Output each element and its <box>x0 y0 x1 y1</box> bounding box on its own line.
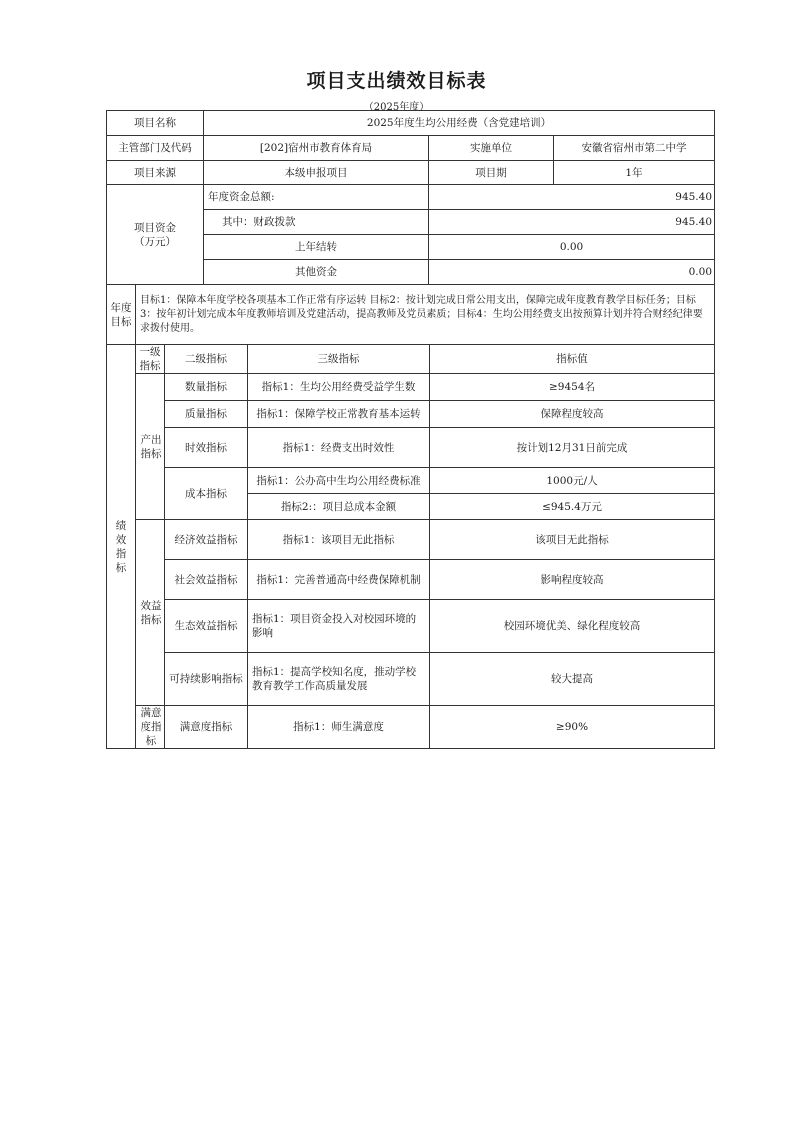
project-info-table <box>106 110 715 285</box>
value-cell: ≥90% <box>430 706 715 749</box>
source-value: 本级申报项目 <box>204 161 429 185</box>
value-cell: 较大提高 <box>430 653 715 706</box>
level2-cell: 经济效益指标 <box>165 520 248 560</box>
group-output-text: 产出指标 <box>140 433 162 460</box>
indicator-table <box>106 344 715 749</box>
funds-carryover-label: 上年结转 <box>204 235 429 260</box>
project-name-label: 项目名称 <box>107 111 204 136</box>
level2-cell: 成本指标 <box>165 468 248 520</box>
group-satisfaction-text: 满意度指标 <box>140 707 162 747</box>
funds-label-line1: 项目资金 <box>134 221 176 234</box>
level2-cell: 满意度指标 <box>165 706 248 749</box>
impl-unit-label: 实施单位 <box>429 136 554 161</box>
funds-label-line2: （万元） <box>134 235 176 248</box>
annual-goal-label-line2: 目标 <box>110 315 132 328</box>
funds-total-label: 年度资金总额: <box>204 185 429 210</box>
dept-label: 主管部门及代码 <box>107 136 204 161</box>
level3-cell: 指标1：保障学校正常教育基本运转 <box>248 401 430 428</box>
funds-fiscal-value: 945.40 <box>429 210 715 235</box>
dept-value: [202]宿州市教育体育局 <box>204 136 429 161</box>
annual-goal-label-line1: 年度 <box>110 301 132 314</box>
source-label: 项目来源 <box>107 161 204 185</box>
value-cell: 按计划12月31日前完成 <box>430 428 715 468</box>
level3-cell: 指标1：项目资金投入对校园环境的影响 <box>248 600 430 653</box>
annual-goal-table <box>106 284 715 345</box>
header-level1: 一级指标 <box>136 345 165 374</box>
level3-cell: 指标1：生均公用经费受益学生数 <box>248 374 430 401</box>
value-cell: 影响程度较高 <box>430 560 715 600</box>
indicator-section-label-text: 绩效指标 <box>115 519 127 574</box>
page-title: 项目支出绩效目标表 <box>306 70 487 92</box>
level2-cell: 质量指标 <box>165 401 248 428</box>
funds-other-label: 其他资金 <box>204 260 429 285</box>
value-cell: 1000元/人 <box>430 468 715 494</box>
level3-cell: 指标1：提高学校知名度，推动学校教育教学工作高质量发展 <box>248 653 430 706</box>
level2-cell: 时效指标 <box>165 428 248 468</box>
header-value: 指标值 <box>430 345 715 374</box>
indicator-section-label <box>107 345 136 749</box>
period-value: 1年 <box>554 161 715 185</box>
group-satisfaction-label <box>136 706 165 749</box>
funds-carryover-value: 0.00 <box>429 235 715 260</box>
value-cell: 校园环境优美、绿化程度较高 <box>430 600 715 653</box>
page-subtitle: （2025年度） <box>363 102 430 113</box>
impl-unit-value: 安徽省宿州市第二中学 <box>554 136 715 161</box>
annual-goal-label <box>107 285 136 345</box>
group-benefit-label <box>136 520 165 706</box>
level2-cell: 数量指标 <box>165 374 248 401</box>
level3-cell: 指标1：完善普通高中经费保障机制 <box>248 560 430 600</box>
value-cell: 该项目无此指标 <box>430 520 715 560</box>
project-name-value: 2025年度生均公用经费（含党建培训） <box>204 111 715 136</box>
funds-label <box>107 185 204 285</box>
level3-cell: 指标1：公办高中生均公用经费标准 <box>248 468 430 494</box>
funds-other-value: 0.00 <box>429 260 715 285</box>
level2-cell: 生态效益指标 <box>165 600 248 653</box>
level3-cell: 指标1：经费支出时效性 <box>248 428 430 468</box>
value-cell: 保障程度较高 <box>430 401 715 428</box>
group-benefit-text: 效益指标 <box>140 599 162 626</box>
group-output-label <box>136 374 165 520</box>
annual-goal-text: 目标1：保障本年度学校各项基本工作正常有序运转 目标2：按计划完成日常公用支出，保障完成年度教育教学目标任务；目标3：按年初计划完成本年度教师培训及党建活动，提高教师及党员素质；目标4：生均公用经费支出按预算计划并符合财经纪律要求拨付使用。 <box>136 285 715 345</box>
level3-cell: 指标2:：项目总成本金额 <box>248 494 430 520</box>
funds-total-value: 945.40 <box>429 185 715 210</box>
period-label: 项目期 <box>429 161 554 185</box>
level3-cell: 指标1：师生满意度 <box>248 706 430 749</box>
level2-cell: 社会效益指标 <box>165 560 248 600</box>
value-cell: ≥9454名 <box>430 374 715 401</box>
level2-cell: 可持续影响指标 <box>165 653 248 706</box>
funds-fiscal-label: 其中：财政拨款 <box>204 210 429 235</box>
level3-cell: 指标1：该项目无此指标 <box>248 520 430 560</box>
header-level2: 二级指标 <box>165 345 248 374</box>
value-cell: ≤945.4万元 <box>430 494 715 520</box>
header-level3: 三级指标 <box>248 345 430 374</box>
